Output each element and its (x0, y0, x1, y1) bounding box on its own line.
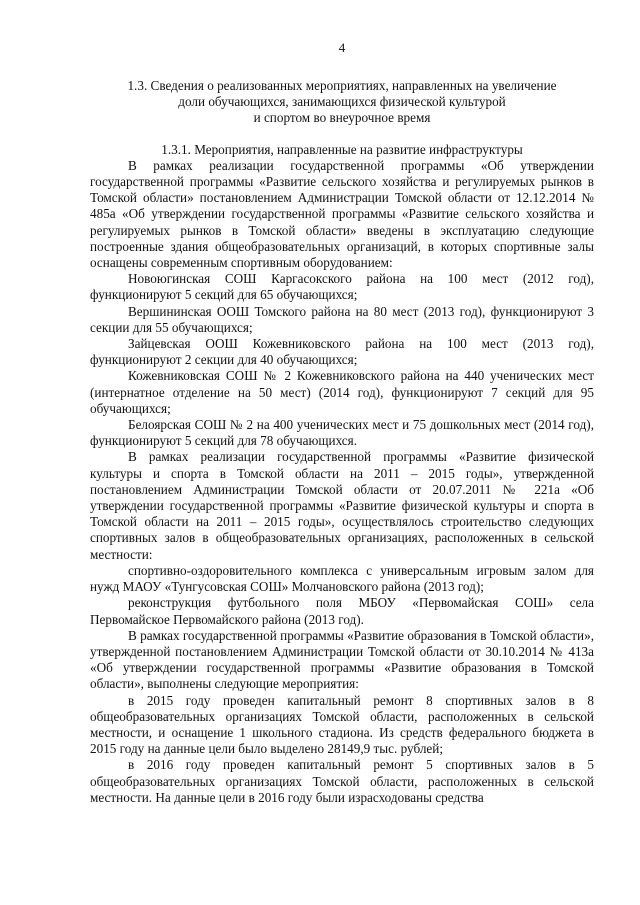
paragraph: Кожевниковская СОШ № 2 Кожевниковского района на 440 ученических мест (интернатное отделение на 50 мест) (2014 год), функционируют 7 секций для 95 обучающихся; (90, 368, 594, 416)
section-heading-line: и спортом во внеурочное время (253, 110, 431, 126)
document-page (90, 40, 594, 806)
paragraph: Белоярская СОШ № 2 на 400 ученических мест и 75 дошкольных мест (2014 год), функционируют 5 секций для 78 обучающихся. (90, 417, 594, 449)
document-body (90, 158, 594, 806)
paragraph: В рамках реализации государственной программы «Об утверждении государственной программы «Развитие сельского хозяйства и регулируемых рынков в Томской области» постановлением Администрации Томской области от 12.12.2014 № 485а «Об утверждении государственной программы «Развитие сельского хозяйства и регулируемых рынков в Томской области» введены в эксплуатацию следующие построенные здания общеобразовательных организаций, в которых спортивные залы оснащены современным спортивным оборудованием: (90, 157, 594, 271)
section-heading-line: доли обучающихся, занимающихся физической культурой (178, 94, 506, 110)
paragraph: Зайцевская ООШ Кожевниковского района на 100 мест (2013 год), функционируют 2 секции для 40 обучающихся; (90, 336, 594, 368)
section-heading-line: 1.3. Сведения о реализованных мероприятиях, направленных на увеличение (127, 78, 557, 93)
paragraph: в 2015 году проведен капитальный ремонт 8 спортивных залов в 8 общеобразовательных организациях Томской области, расположенных в сельской местности, и оснащение 1 школьного стадиона. Из средств федерального бюджета в 2015 году на данные цели было выделено 28149,9 тыс. рублей; (90, 692, 594, 757)
paragraph: Новоюгинская СОШ Каргасокского района на 100 мест (2012 год), функционируют 5 секций для 65 обучающихся; (90, 271, 594, 303)
paragraph: в 2016 году проведен капитальный ремонт 5 спортивных залов в 5 общеобразовательных организациях Томской области, расположенных в сельской местности. На данные цели в 2016 году были израсходованы средства (90, 757, 594, 805)
paragraph: спортивно-оздоровительного комплекса с универсальным игровым залом для нужд МАОУ «Тунгусовская СОШ» Молчановского района (2013 год); (90, 562, 594, 595)
section-heading (90, 78, 594, 127)
paragraph: реконструкция футбольного поля МБОУ «Первомайская СОШ» села Первомайское Первомайского района (2013 год). (90, 595, 594, 627)
subsection-heading: 1.3.1. Мероприятия, направленные на развитие инфраструктуры (161, 141, 523, 157)
paragraph: В рамках государственной программы «Развитие образования в Томской области», утвержденной постановлением Администрации Томской области от 30.10.2014 № 413а «Об утверждении государственной программы «Развитие образования в Томской области», выполнены следующие мероприятия: (90, 627, 594, 692)
page-number: 4 (338, 40, 346, 55)
paragraph: Вершининская ООШ Томского района на 80 мест (2013 год), функционируют 3 секции для 55 обучающихся; (90, 303, 594, 335)
paragraph: В рамках реализации государственной программы «Развитие физической культуры и спорта в Томской области на 2011 – 2015 годы», утвержденной постановлением Администрации Томской области от 20.07.2011 № 221а «Об утверждении государственной программы «Развитие физической культуры и спорта в Томской области на 2011 – 2015 годы», осуществлялось строительство следующих спортивных залов в общеобразовательных организациях, расположенных в сельской местности: (90, 449, 594, 562)
